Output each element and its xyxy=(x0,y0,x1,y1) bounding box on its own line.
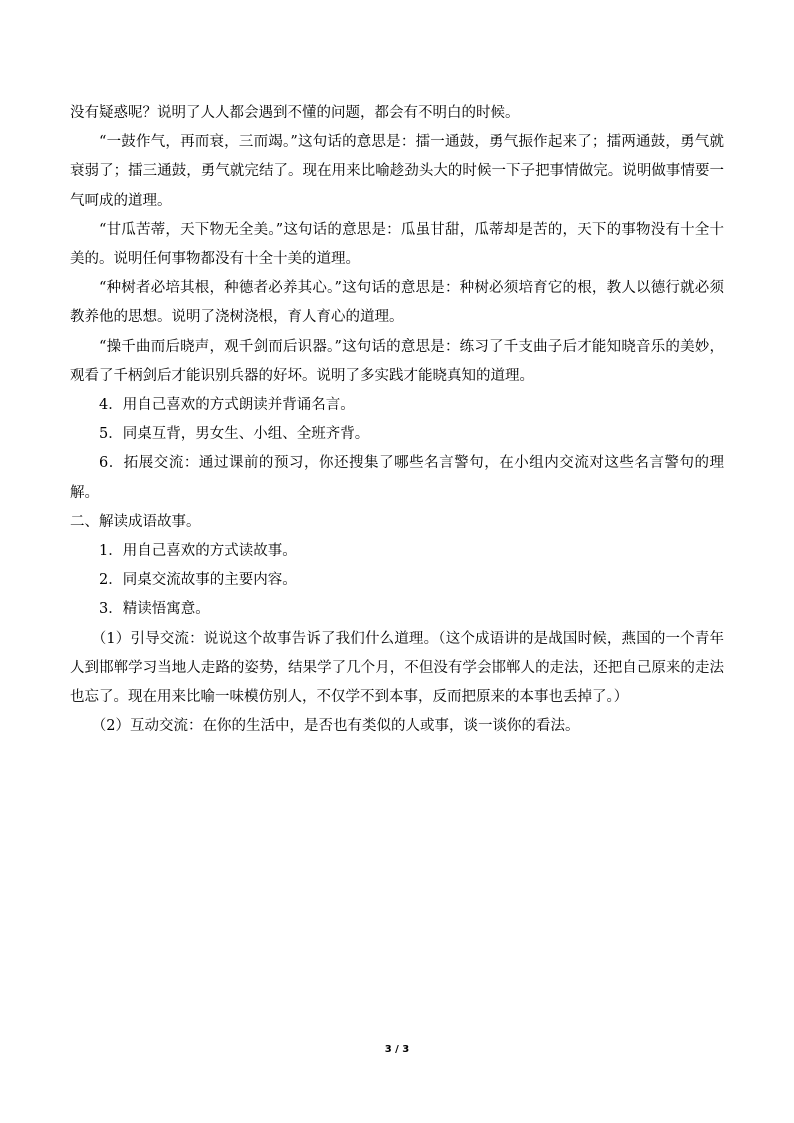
sub-item-1: （1）引导交流：说说这个故事告诉了我们什么道理。（这个成语讲的是战国时候，燕国的一个青年人到邯郸学习当地人走路的姿势，结果学了几个月，不但没有学会邯郸人的走法，还把自己原来的走法也忘了。现在用来比喻一味模仿别人，不仅学不到本事，反而把原来的本事也丢掉了。） xyxy=(70,630,724,706)
list-item-5: 5．同桌互背，男女生、小组、全班齐背。 xyxy=(99,426,370,443)
paragraph-continuation: 没有疑惑呢？说明了人人都会遇到不懂的问题，都会有不明白的时候。 xyxy=(70,105,520,121)
list-item-3: 3．精读悟寓意。 xyxy=(99,601,210,618)
list-item-1: 1．用自己喜欢的方式读故事。 xyxy=(99,543,297,560)
page-number: 3 / 3 xyxy=(384,1044,410,1055)
paragraph-quote-cao-qianqu: “操千曲而后晓声，观千剑而后识器。”这句话的意思是：练习了千支曲子后才能知晓音乐的美妙，观看了千柄剑后才能识别兵器的好坏。说明了多实践才能晓真知的道理。 xyxy=(70,338,724,384)
list-item-4: 4．用自己喜欢的方式朗读并背诵名言。 xyxy=(99,397,355,414)
sub-item-2: （2）互动交流：在你的生活中，是否也有类似的人或事，谈一谈你的看法。 xyxy=(91,718,580,735)
document-body xyxy=(70,99,724,741)
paragraph-quote-zhongshu: “种树者必培其根，种德者必养其心。”这句话的意思是：种树必须培育它的根，教人以德行就必须教养他的思想。说明了浇树浇根，育人育心的道理。 xyxy=(70,280,724,326)
paragraph-quote-yigu-zuoqi: “一鼓作气，再而衰，三而竭。”这句话的意思是：擂一通鼓，勇气振作起来了；擂两通鼓，勇气就衰弱了；擂三通鼓，勇气就完结了。现在用来比喻趁劲头大的时候一下子把事情做完。说明做事情要一气呵成的道理。 xyxy=(70,134,724,209)
list-item-2: 2．同桌交流故事的主要内容。 xyxy=(99,572,297,589)
section-heading-2: 二、解读成语故事。 xyxy=(70,513,201,530)
list-item-6: 6．拓展交流：通过课前的预习，你还搜集了哪些名言警句，在小组内交流对这些名言警句的理解。 xyxy=(70,455,724,501)
paragraph-quote-gangua-kudi: “甘瓜苦蒂，天下物无全美。”这句话的意思是：瓜虽甘甜，瓜蒂却是苦的，天下的事物没有十全十美的。说明任何事物都没有十全十美的道理。 xyxy=(70,221,724,268)
